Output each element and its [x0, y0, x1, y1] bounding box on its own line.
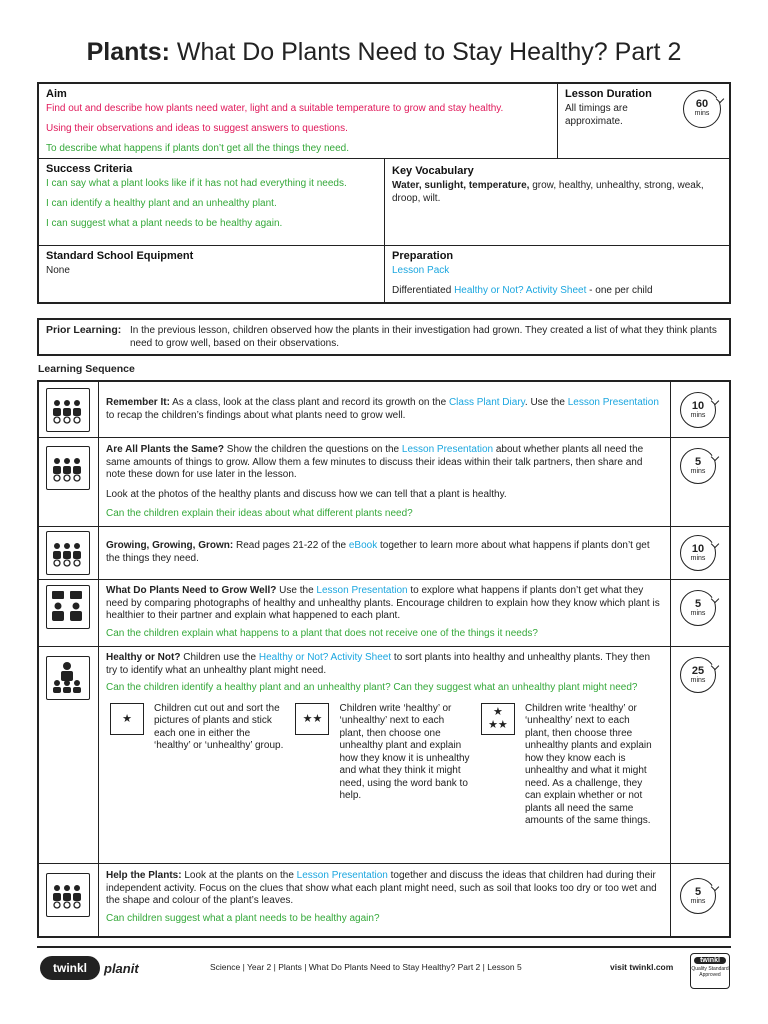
- lesson-presentation-link[interactable]: Lesson Presentation: [567, 397, 659, 408]
- twinkl-logo: twinkl: [40, 956, 100, 980]
- aim-heading: Aim: [46, 88, 67, 100]
- clock-icon: 10 mins: [680, 392, 716, 428]
- criteria-1: I can say what a plant looks like if it has not had everything it needs.: [46, 178, 347, 189]
- sequence-row: Are All Plants the Same? Show the children the questions on the Lesson Presentation about whether plants all need the same amounts of things to grow. Allow them a few minutes to discuss their ideas within their talk partners, then share and note these down for use later in the lesson. Look at the photos of the healthy plants and discuss how we can tell that a plant is healthy. Can the children explain their ideas about what different plants need? 5 mins: [39, 438, 729, 527]
- clock-icon: 60 mins: [683, 90, 721, 128]
- clock-icon: 5 mins: [680, 878, 716, 914]
- assessment-question: Can the children explain their ideas about what different plants need?: [106, 508, 413, 519]
- planit-logo: planit: [104, 961, 139, 976]
- sequence-row: What Do Plants Need to Grow Well? Use the Lesson Presentation to explore what happens if plants don’t get what they need by comparing photographs of healthy and unhealthy plants. Encourage children to explain how they know which plant is healthier to their partner and explain what happened to each plant. Can the children explain what happens to a plant that does not receive one of the things it needs? 5 mins: [39, 580, 729, 647]
- assessment-question: Can the children identify a healthy plant and an unhealthy plant? Can they suggest what an unhealthy plant might need?: [106, 682, 638, 693]
- sequence-row: Growing, Growing, Grown: Read pages 21-22 of the eBook together to learn more about what happens if plants don’t get the things they need. 10 mins: [39, 527, 729, 580]
- page-title: Plants: What Do Plants Need to Stay Healthy? Part 2: [86, 38, 682, 66]
- sequence-label: Learning Sequence: [38, 363, 135, 375]
- group-icon: [46, 531, 90, 575]
- footer-website-link[interactable]: visit twinkl.com: [610, 962, 674, 972]
- clock-icon: 5 mins: [680, 448, 716, 484]
- quality-badge: twinkl Quality Standard Approved: [690, 953, 730, 989]
- sequence-row: Help the Plants: Look at the plants on the Lesson Presentation together and discuss the ideas that children had during their independent activity. Focus on the clues that show what each plant might need, such as soil that looks too dry or too wet and the shape and colour of the plant’s leaves. Can children suggest what a plant needs to be healthy again? 5 mins: [39, 864, 729, 936]
- vocab-text: Water, sunlight, temperature, grow, healthy, unhealthy, strong, weak, droop, wilt.: [392, 180, 704, 204]
- duration-heading: Lesson Duration: [565, 88, 652, 100]
- prior-label: Prior Learning:: [46, 324, 122, 336]
- vocab-heading: Key Vocabulary: [392, 165, 474, 177]
- equipment-text: None: [46, 265, 70, 276]
- star-icon: ★: [110, 703, 144, 735]
- activity-sheet-link[interactable]: Healthy or Not? Activity Sheet: [454, 285, 587, 296]
- lesson-presentation-link[interactable]: Lesson Presentation: [316, 585, 408, 596]
- equipment-heading: Standard School Equipment: [46, 250, 194, 262]
- vocabulary-section: [385, 159, 729, 245]
- step-heading: What Do Plants Need to Grow Well?: [106, 585, 277, 596]
- talk-icon: [46, 585, 90, 629]
- prep-heading: Preparation: [392, 250, 454, 262]
- differentiation-3: Children write ‘healthy’ or ‘unhealthy’ next to each plant, then choose three unhealthy plants and explain how they know each is unhealthy and what it might need. As a challenge, they can explain whether or not plants all need the same amounts of the same things.: [524, 702, 652, 826]
- star-icon: ★ ★★: [481, 703, 515, 735]
- step-heading: Help the Plants:: [106, 870, 182, 881]
- lesson-overview-table: [37, 82, 731, 304]
- star-icon: ★★: [295, 703, 329, 735]
- prior-text: In the previous lesson, children observed how the plants in their investigation had grown. They created a list of what they think plants need to grow well, based on their observations.: [130, 325, 717, 349]
- preparation-section: [385, 246, 729, 302]
- aim-line-1: Find out and describe how plants need water, light and a suitable temperature to grow and stay healthy.: [46, 103, 504, 114]
- prior-learning: [37, 318, 731, 356]
- aim-section: [39, 84, 558, 158]
- step-heading: Healthy or Not?: [106, 652, 181, 663]
- clock-icon: 5 mins: [680, 590, 716, 626]
- clock-icon: 10 mins: [680, 535, 716, 571]
- clock-icon: 25 mins: [680, 657, 716, 693]
- criteria-2: I can identify a healthy plant and an unhealthy plant.: [46, 198, 277, 209]
- aim-line-2: Using their observations and ideas to suggest answers to questions.: [46, 123, 348, 134]
- learning-sequence-table: [37, 380, 731, 938]
- activity-sheet-link[interactable]: Healthy or Not? Activity Sheet: [258, 652, 392, 663]
- step-text: Look at the photos of the healthy plants and discuss how we can tell that a plant is healthy.: [106, 488, 507, 500]
- group-icon: [46, 446, 90, 490]
- class-plant-diary-link[interactable]: Class Plant Diary: [448, 397, 525, 408]
- group-icon: [46, 873, 90, 917]
- lesson-presentation-link[interactable]: Lesson Presentation: [296, 870, 388, 881]
- success-criteria-section: [39, 159, 385, 245]
- sequence-row: Healthy or Not? Children use the Healthy or Not? Activity Sheet to sort plants into healthy and unhealthy plants. They then try to identify what an unhealthy plant might need. Can the children identify a healthy plant and an unhealthy plant? Can they suggest what an unhealthy plant might need? ★ Children cut out and sort the pictures of plants and stick each one in either the ‘healthy’ or ‘unhealthy’ group. ★★ Children write ‘healthy’ or ‘unhealthy’ next to each plant, then choose one unhealthy plant and explain how they know it is unhealthy and what they think it might need, using the word bank to help. ★ ★★ Children write ‘healthy’ or ‘unhealthy’ next to each plant, then choose three unhealthy plants and explain how they know each is unhealthy and what it might need. As a challenge, they can explain whether or not plants all need the same amounts of the same things. 25 mins: [39, 647, 729, 864]
- criteria-3: I can suggest what a plant needs to be healthy again.: [46, 218, 283, 229]
- differentiation: [106, 703, 663, 828]
- assessment-question: Can children suggest what a plant needs to be healthy again?: [106, 912, 380, 924]
- step-heading: Are All Plants the Same?: [106, 444, 224, 455]
- sequence-row: Remember It: As a class, look at the class plant and record its growth on the Class Plant Diary. Use the Lesson Presentation to recap the children’s findings about what plants need to grow well. 10 mins: [39, 382, 729, 438]
- differentiation-2: Children write ‘healthy’ or ‘unhealthy’ next to each plant, then choose one unhealthy plant and explain how they know it is unhealthy and what they think it might need, using the word bank to help.: [339, 702, 470, 801]
- footer-divider: [37, 946, 731, 948]
- lesson-pack-link[interactable]: Lesson Pack: [392, 265, 450, 276]
- prep-text: Differentiated Healthy or Not? Activity Sheet - one per child: [392, 285, 653, 296]
- success-heading: Success Criteria: [46, 163, 133, 175]
- footer-info: Science | Year 2 | Plants | What Do Plants Need to Stay Healthy? Part 2 | Lesson 5: [210, 962, 522, 972]
- equipment-section: [39, 246, 385, 302]
- ebook-link[interactable]: eBook: [348, 540, 378, 551]
- duration-section: [558, 84, 729, 158]
- step-heading: Remember It:: [106, 397, 170, 408]
- differentiation-1: Children cut out and sort the pictures of plants and stick each one in either the ‘healthy’ or ‘unhealthy’ group.: [154, 702, 284, 751]
- group-icon: [46, 388, 90, 432]
- assessment-question: Can the children explain what happens to a plant that does not receive one of the things it needs?: [106, 627, 538, 639]
- aim-line-3: To describe what happens if plants don’t get all the things they need.: [46, 143, 349, 154]
- teacher-icon: [46, 656, 90, 700]
- duration-text: All timings are approximate.: [565, 103, 628, 127]
- step-heading: Growing, Growing, Grown:: [106, 540, 234, 551]
- lesson-presentation-link[interactable]: Lesson Presentation: [401, 444, 494, 455]
